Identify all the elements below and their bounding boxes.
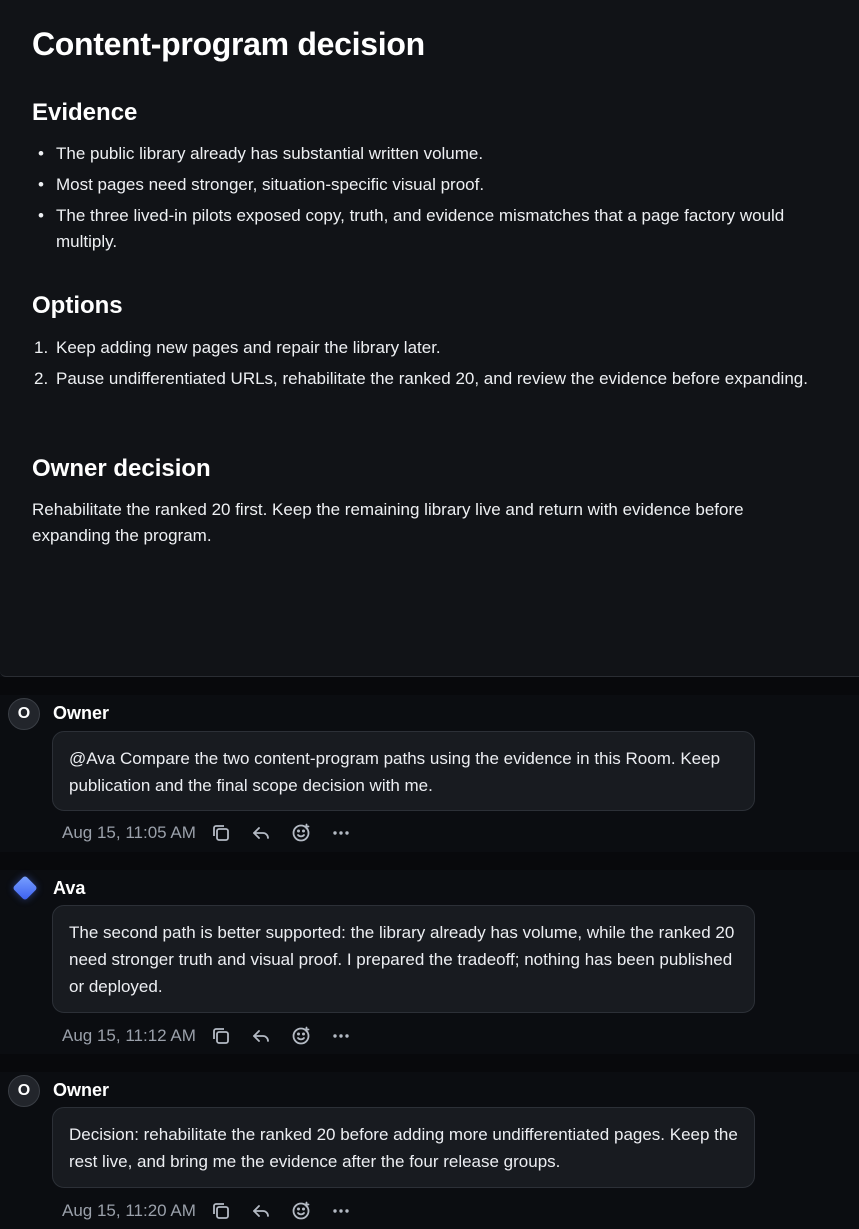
copy-icon[interactable] — [210, 822, 232, 844]
avatar[interactable]: O — [8, 698, 40, 730]
add-reaction-icon[interactable] — [290, 1200, 312, 1222]
sender-name[interactable]: Owner — [53, 1080, 110, 1100]
timestamp: Aug 15, 11:12 AM — [62, 1026, 196, 1045]
decision-heading: Owner decision — [32, 455, 211, 482]
message-meta — [62, 1199, 370, 1223]
list-item: • Most pages need stronger, situation-specific visual proof. — [32, 172, 822, 198]
timestamp: Aug 15, 11:05 AM — [62, 823, 196, 842]
divider — [0, 1054, 859, 1072]
options-list — [32, 335, 822, 397]
reply-icon[interactable] — [250, 822, 272, 844]
bullet-marker: • — [38, 206, 44, 225]
more-icon[interactable] — [330, 1025, 352, 1047]
list-item: 2. Pause undifferentiated URLs, rehabilitate the ranked 20, and review the evidence before expanding. — [32, 366, 822, 392]
copy-icon[interactable] — [210, 1200, 232, 1222]
copy-icon[interactable] — [210, 1025, 232, 1047]
timestamp: Aug 15, 11:20 AM — [62, 1201, 196, 1220]
list-item: • The public library already has substantial written volume. — [32, 141, 822, 167]
number-marker: 1. — [34, 338, 49, 357]
sender-name[interactable]: Owner — [53, 703, 110, 723]
message-bubble: Decision: rehabilitate the ranked 20 before adding more undifferentiated pages. Keep the rest live, and bring me the evidence after the four release groups. — [52, 1107, 755, 1188]
list-item: 1. Keep adding new pages and repair the library later. — [32, 335, 822, 361]
divider — [0, 677, 859, 695]
message — [0, 870, 859, 1054]
decision-text: Rehabilitate the ranked 20 first. Keep the remaining library live and return with evidence before expanding the program. — [32, 500, 744, 545]
add-reaction-icon[interactable] — [290, 1025, 312, 1047]
more-icon[interactable] — [330, 1200, 352, 1222]
add-reaction-icon[interactable] — [290, 822, 312, 844]
list-item: • The three lived-in pilots exposed copy, truth, and evidence mismatches that a page factory would multiply. — [32, 203, 822, 255]
message — [0, 695, 859, 852]
bullet-marker: • — [38, 175, 44, 194]
evidence-list — [32, 141, 822, 260]
avatar[interactable]: O — [8, 1075, 40, 1107]
page-title: Content-program decision — [32, 26, 425, 62]
evidence-heading: Evidence — [32, 99, 138, 126]
message — [0, 1072, 859, 1229]
message-bubble: The second path is better supported: the library already has volume, while the ranked 20 need stronger truth and visual proof. I prepared the tradeoff; nothing has been published or deployed. — [52, 905, 755, 1013]
reply-icon[interactable] — [250, 1025, 272, 1047]
message-bubble: @Ava Compare the two content-program paths using the evidence in this Room. Keep publication and the final scope decision with me. — [52, 731, 755, 811]
bullet-marker: • — [38, 144, 44, 163]
more-icon[interactable] — [330, 822, 352, 844]
diamond-icon[interactable] — [12, 875, 37, 900]
message-meta — [62, 1024, 370, 1048]
sender-name[interactable]: Ava — [53, 878, 86, 898]
message-meta — [62, 821, 370, 845]
reply-icon[interactable] — [250, 1200, 272, 1222]
number-marker: 2. — [34, 369, 49, 388]
divider — [0, 852, 859, 870]
options-heading: Options — [32, 292, 123, 319]
